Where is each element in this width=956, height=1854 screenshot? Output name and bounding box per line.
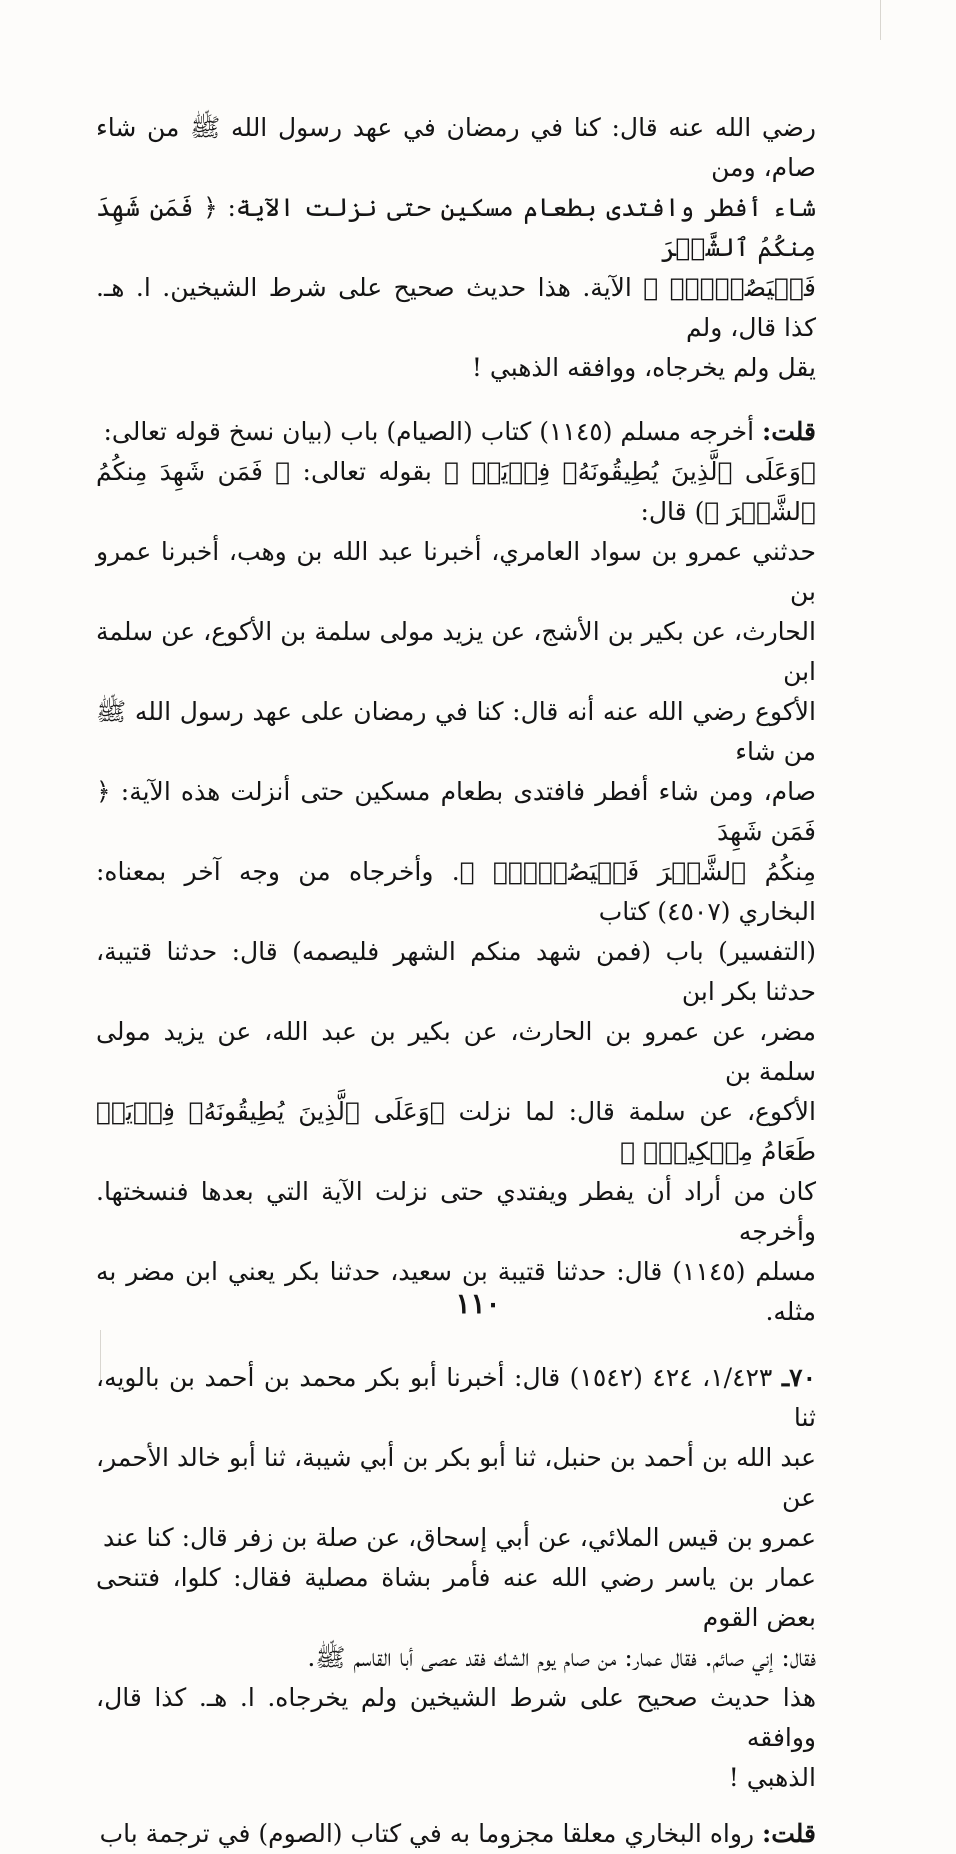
text-line: عمار بن ياسر رضي الله عنه فأمر بشاة مصلية فقال: كلوا، فتنحى بعض القوم <box>96 1563 816 1632</box>
text-line: الحارث، عن بكير بن الأشج، عن يزيد مولى سلمة بن الأكوع، عن سلمة ابن <box>96 617 816 686</box>
text-line: يقل ولم يخرجاه، ووافقه الذهبي ! <box>471 353 816 382</box>
paragraph-lead-qultu: قلت: <box>761 417 816 446</box>
hadith-number: ٧٠ـ <box>781 1363 817 1392</box>
page-body <box>96 108 816 1854</box>
text-line: مِنكُمُ ٱلشَّهۡرَ فَلۡيَصُمۡهُۖ ﴾. وأخرجاه من وجه آخر بمعناه: البخاري (٤٥٠٧) كتاب <box>96 857 816 926</box>
text-line <box>96 412 816 452</box>
text-line: عبد الله بن أحمد بن حنبل، ثنا أبو بكر بن أبي شيبة، ثنا أبو خالد الأحمر، عن <box>96 1443 816 1512</box>
text-line <box>96 1358 816 1438</box>
text-line: ﴿وَعَلَى ٱلَّذِينَ يُطِيقُونَهُۥ فِدۡيَةٞ ﴾ بقوله تعالى: ﴿ فَمَن شَهِدَ مِنكُمُ ٱلشَّهۡرَ ﴾) قال: <box>96 457 816 526</box>
paragraph-commentary-1 <box>96 412 816 1332</box>
text-line: الأكوع رضي الله عنه أنه قال: كنا في رمضان على عهد رسول الله ﷺ من شاء <box>96 697 816 766</box>
text-line: مسلم (١١٤٥) قال: حدثنا قتيبة بن سعيد، حدثنا بكر يعني ابن مضر به مثله. <box>96 1257 816 1326</box>
text-line: الأكوع، عن سلمة قال: لما نزلت ﴿وَعَلَى ٱلَّذِينَ يُطِيقُونَهُۥ فِدۡيَةٞ طَعَامُ مِسۡكِينٖۖ ﴾ <box>96 1097 816 1166</box>
text-line: هذا حديث صحيح على شرط الشيخين ولم يخرجاه. ا. هـ. كذا قال، ووافقه <box>96 1683 816 1752</box>
paragraph-hadith-70 <box>96 1358 816 1798</box>
paragraph-commentary-2 <box>96 1814 816 1854</box>
text-line: رضي الله عنه قال: كنا في رمضان في عهد رسول الله ﷺ من شاء صام، ومن <box>96 113 816 182</box>
scan-edge-mark-right <box>880 0 881 40</box>
text-line: مضر، عن عمرو بن الحارث، عن بكير بن عبد الله، عن يزيد مولى سلمة بن <box>96 1017 816 1086</box>
paragraph-hadith-continuation <box>96 108 816 388</box>
text-line-content: أخرجه مسلم (١١٤٥) كتاب (الصيام) باب (بيان نسخ قوله تعالى: <box>103 417 755 446</box>
text-line: كان من أراد أن يفطر ويفتدي حتى نزلت الآية التي بعدها فنسختها. وأخرجه <box>96 1177 816 1246</box>
text-line: صام، ومن شاء أفطر فافتدى بطعام مسكين حتى أنزلت هذه الآية: ﴿ فَمَن شَهِدَ <box>96 777 816 846</box>
text-line-content: رواه البخاري معلقا مجزوما به في كتاب (الصوم) في ترجمة باب <box>99 1819 755 1848</box>
text-line-content: ١/٤٢٣، ٤٢٤ (١٥٤٢) قال: أخبرنا أبو بكر محمد بن أحمد بن بالويه، ثنا <box>96 1363 816 1432</box>
text-line: الذهبي ! <box>728 1763 816 1792</box>
text-line: شاء أفطر وافتدى بطعام مسكين حتى نزلت الآية: ﴿ فَمَن شَهِدَ مِنكُمُ ٱلشَّهۡرَ <box>96 193 816 262</box>
paragraph-lead-qultu: قلت: <box>761 1819 816 1848</box>
text-line: فَلۡيَصُمۡهُۖ ﴾ الآية. هذا حديث صحيح على شرط الشيخين. ا. هـ. كذا قال، ولم <box>96 273 816 342</box>
text-line: عمرو بن قيس الملائي، عن أبي إسحاق، عن صلة بن زفر قال: كنا عند <box>103 1523 816 1552</box>
text-line: فقال: إني صائم. فقال عمار: من صام يوم الشك فقد عصى أبا القاسم ﷺ. <box>307 1643 816 1672</box>
text-line: (التفسير) باب (فمن شهد منكم الشهر فليصمه) قال: حدثنا قتيبة، حدثنا بكر ابن <box>96 937 816 1006</box>
text-line: حدثني عمرو بن سواد العامري، أخبرنا عبد الله بن وهب، أخبرنا عمرو بن <box>96 537 816 606</box>
page-number: ١١٠ <box>455 1287 501 1320</box>
text-line <box>96 1814 816 1854</box>
